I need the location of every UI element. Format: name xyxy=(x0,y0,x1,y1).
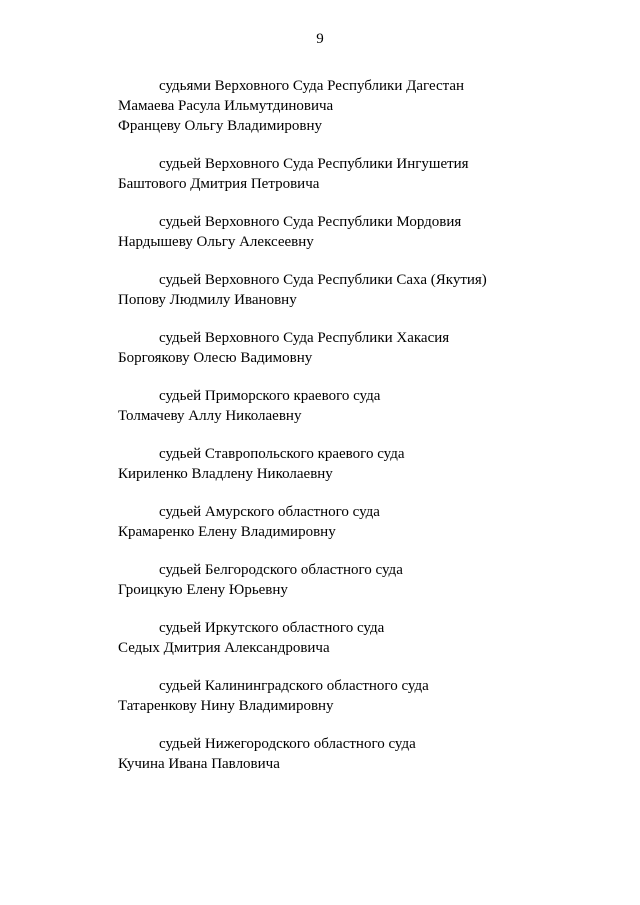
appointment-entry xyxy=(118,212,558,252)
court-title: судьей Нижегородского областного суда xyxy=(159,736,416,752)
court-title: судьей Ставропольского краевого суда xyxy=(159,446,405,462)
judge-name: Крамаренко Елену Владимировну xyxy=(118,524,336,540)
appointment-entry xyxy=(118,328,558,368)
appointment-entry xyxy=(118,618,558,658)
appointment-entry xyxy=(118,734,558,774)
judge-name: Кучина Ивана Павловича xyxy=(118,756,280,772)
appointment-entry xyxy=(118,676,558,716)
court-title: судьей Верховного Суда Республики Саха (Якутия) xyxy=(159,272,487,288)
judge-name: Баштового Дмитрия Петровича xyxy=(118,176,320,192)
appointment-entry xyxy=(118,502,558,542)
court-title: судьей Верховного Суда Республики Хакасия xyxy=(159,330,450,346)
court-title: судьей Иркутского областного суда xyxy=(159,620,385,636)
judge-name: Седых Дмитрия Александровича xyxy=(118,640,330,656)
appointment-entry xyxy=(118,270,558,310)
judge-name: Кириленко Владлену Николаевну xyxy=(118,466,333,482)
judge-name: Гроицкую Елену Юрьевну xyxy=(118,582,288,598)
appointments-list xyxy=(118,76,558,792)
appointment-entry xyxy=(118,560,558,600)
judge-name: Попову Людмилу Ивановну xyxy=(118,292,297,308)
appointment-entry xyxy=(118,154,558,194)
judge-name: Боргоякову Олесю Вадимовну xyxy=(118,350,313,366)
court-title: судьей Приморского краевого суда xyxy=(159,388,381,404)
court-title: судьей Амурского областного суда xyxy=(159,504,380,520)
judge-name: Татаренкову Нину Владимировну xyxy=(118,698,334,714)
judge-name: Толмачеву Аллу Николаевну xyxy=(118,408,302,424)
appointment-entry xyxy=(118,76,558,136)
judge-name: Нардышеву Ольгу Алексеевну xyxy=(118,234,314,250)
judge-name: Мамаева Расула Ильмутдиновича xyxy=(118,98,334,114)
judge-name: Францеву Ольгу Владимировну xyxy=(118,118,323,134)
court-title: судьей Белгородского областного суда xyxy=(159,562,403,578)
court-title: судьями Верховного Суда Республики Дагестан xyxy=(159,78,465,94)
court-title: судьей Калининградского областного суда xyxy=(159,678,429,694)
court-title: судьей Верховного Суда Республики Мордовия xyxy=(159,214,462,230)
appointment-entry xyxy=(118,386,558,426)
appointment-entry xyxy=(118,444,558,484)
page-number: 9 xyxy=(316,31,324,47)
court-title: судьей Верховного Суда Республики Ингушетия xyxy=(159,156,469,172)
